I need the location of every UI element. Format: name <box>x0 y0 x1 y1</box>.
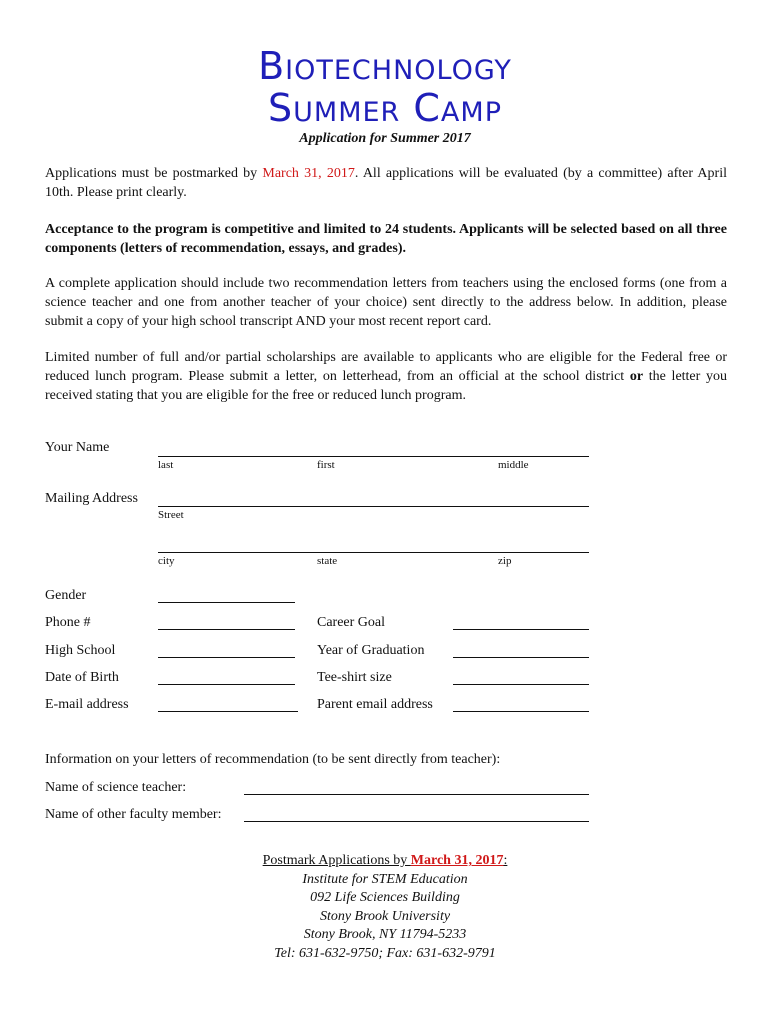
science-teacher-label: Name of science teacher: <box>45 780 187 795</box>
tee-shirt-label: Tee-shirt size <box>317 670 392 685</box>
science-teacher-field[interactable] <box>244 794 589 795</box>
postmark-colon: : <box>503 853 508 868</box>
deadline-date: March 31, 2017 <box>262 166 355 181</box>
street-field[interactable] <box>158 506 589 507</box>
other-faculty-label: Name of other faculty member: <box>45 807 222 822</box>
other-faculty-field[interactable] <box>244 821 589 822</box>
name-last-label: last <box>158 459 174 471</box>
scholarship-or: or <box>629 369 644 384</box>
deadline-text-cont: . All applications will be evaluated (by a committee) after April 10th. Please print clearly. <box>45 166 727 200</box>
date-of-birth-field[interactable] <box>158 684 295 685</box>
deadline-paragraph <box>45 164 727 202</box>
state-label: state <box>317 555 338 567</box>
gender-label: Gender <box>45 588 87 603</box>
high-school-label: High School <box>45 643 116 658</box>
mailing-address-block <box>0 852 770 963</box>
postmark-date: March 31, 2017 <box>410 853 504 868</box>
name-middle-label: middle <box>498 459 529 471</box>
requirements-paragraph: A complete application should include two recommendation letters from teachers using the enclosed forms (one from a science teacher and one from another teacher of your choice) sent directly to the address below. In addition, please submit a copy of your high school transcript AND your most recent report card. <box>45 276 727 329</box>
postmark-label: Postmark Applications by <box>262 853 411 868</box>
your-name-label: Your Name <box>45 440 110 455</box>
deadline-text: Applications must be postmarked by <box>45 166 263 181</box>
zip-label: zip <box>498 555 512 567</box>
page-title: Biotechnology <box>258 44 512 88</box>
recommendation-info: Information on your letters of recommendation (to be sent directly from teacher): <box>45 752 501 767</box>
career-goal-label: Career Goal <box>317 615 386 630</box>
scholarship-text: Limited number of full and/or partial scholarships are available to applicants who are eligible for the Federal free or reduced lunch program. Please submit a letter, on letterhead, from an official at the school district <box>45 350 727 384</box>
graduation-year-label: Year of Graduation <box>317 643 425 658</box>
career-goal-field[interactable] <box>453 629 589 630</box>
phone-field[interactable] <box>158 629 295 630</box>
phone-label: Phone # <box>45 615 91 630</box>
graduation-year-field[interactable] <box>453 657 589 658</box>
page-subtitle: Application for Summer 2017 <box>299 131 471 146</box>
building-line: 092 Life Sciences Building <box>310 890 460 905</box>
contact-line: Tel: 631-632-9750; Fax: 631-632-9791 <box>274 945 496 961</box>
tee-shirt-field[interactable] <box>453 684 589 685</box>
city-state-zip-field[interactable] <box>158 552 589 553</box>
date-of-birth-label: Date of Birth <box>45 670 119 685</box>
city-line: Stony Brook, NY 11794-5233 <box>303 927 467 942</box>
institute-name: Institute for STEM Education <box>302 871 468 887</box>
name-field[interactable] <box>158 456 589 457</box>
parent-email-label: Parent email address <box>317 697 433 712</box>
city-label: city <box>158 555 175 567</box>
scholarship-text-cont: the letter you received stating that you are eligible for the free or reduced lunch program. <box>45 369 727 403</box>
name-first-label: first <box>317 459 335 471</box>
high-school-field[interactable] <box>158 657 295 658</box>
postmark-line <box>0 852 770 871</box>
street-label: Street <box>158 509 184 521</box>
email-field[interactable] <box>158 711 298 712</box>
parent-email-field[interactable] <box>453 711 589 712</box>
scholarship-paragraph <box>45 348 727 405</box>
mailing-address-label: Mailing Address <box>45 491 138 506</box>
page-title-line2: Summer Camp <box>268 86 502 130</box>
acceptance-paragraph: Acceptance to the program is competitive and limited to 24 students. Applicants will be selected based on all three components (letters of recommendation, essays, and grades). <box>45 222 727 256</box>
university-line: Stony Brook University <box>319 908 451 924</box>
gender-field[interactable] <box>158 602 295 603</box>
email-label: E-mail address <box>45 697 129 712</box>
